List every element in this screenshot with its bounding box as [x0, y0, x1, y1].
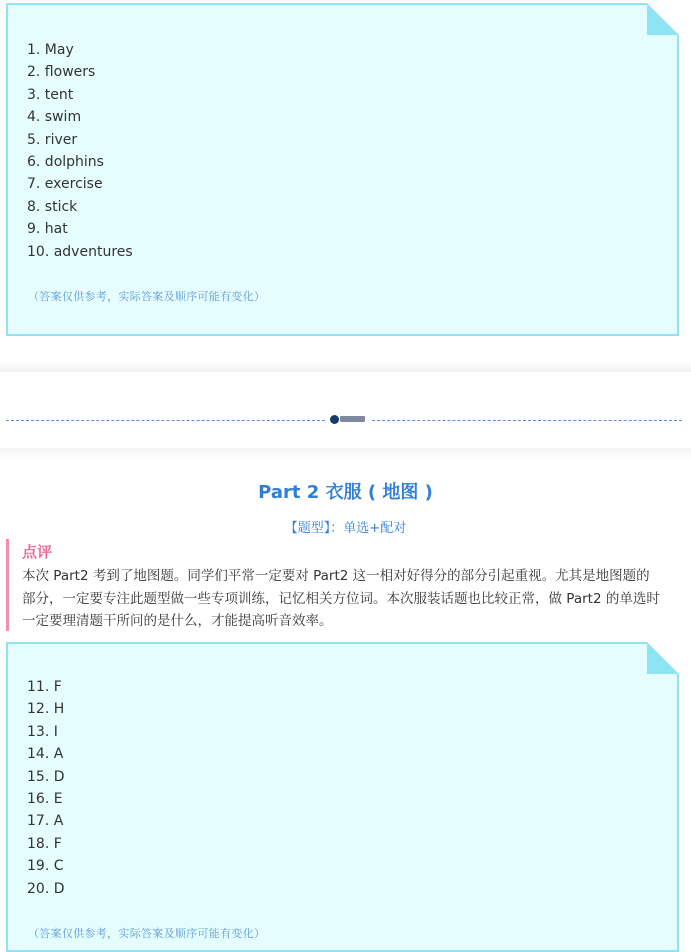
comment-accent-bar: [6, 539, 9, 631]
comment-heading: 点评: [22, 543, 53, 561]
section-shadow-bottom: [0, 448, 691, 460]
answer-item: 20. D: [27, 880, 65, 897]
answer-item: 17. A: [27, 813, 64, 830]
answer-item: 11. F: [27, 679, 62, 695]
brand-logo-icon: [330, 414, 366, 426]
part2-title: Part 2 衣服 ( 地图 ): [258, 482, 433, 503]
answer-item: 12. H: [27, 701, 65, 718]
answer-item: 9. hat: [27, 221, 68, 238]
question-type-label: 【题型】：单选+配对: [284, 521, 407, 536]
divider-line-right: [372, 420, 682, 421]
answer-item: 15. D: [27, 768, 65, 785]
disclaimer-note: （答案仅供参考，实际答案及顺序可能有变化）: [28, 290, 266, 303]
answer-item: 7. exercise: [27, 176, 103, 193]
answer-card-part1: [6, 3, 679, 336]
disclaimer-note: （答案仅供参考，实际答案及顺序可能有变化）: [28, 927, 266, 940]
answer-item: 16. E: [27, 791, 63, 808]
answer-item: 19. C: [27, 858, 64, 875]
answer-item: 5. river: [27, 131, 78, 148]
folded-corner-icon: [647, 3, 679, 35]
answer-item: 8. stick: [27, 198, 78, 215]
answer-item: 6. dolphins: [27, 154, 104, 171]
answer-item: 1. May: [27, 42, 74, 58]
answer-list-part2: [27, 676, 65, 900]
answer-item: 3. tent: [27, 86, 74, 103]
answer-item: 13. I: [27, 723, 58, 740]
answer-item: 10. adventures: [27, 243, 133, 260]
answer-list-part1: [27, 39, 133, 263]
comment-text: 本次 Part2 考到了地图题。同学们平常一定要对 Part2 这一相对好得分的部分引起重视。尤其是地图题的部分，一定要专注此题型做一些专项训练，记忆相关方位词。本次服装话题也比较正常，做 Part2 的单选时一定要理清题干所问的是什么，才能提高听音效率。: [22, 568, 660, 629]
answer-item: 4. swim: [27, 109, 82, 126]
section-shadow-top: [0, 360, 691, 372]
divider-line-left: [6, 420, 325, 421]
answer-item: 2. flowers: [27, 64, 96, 81]
answer-card-part2: [6, 642, 679, 952]
answer-item: 14. A: [27, 746, 64, 763]
folded-corner-icon: [647, 642, 679, 674]
answer-item: 18. F: [27, 835, 62, 852]
